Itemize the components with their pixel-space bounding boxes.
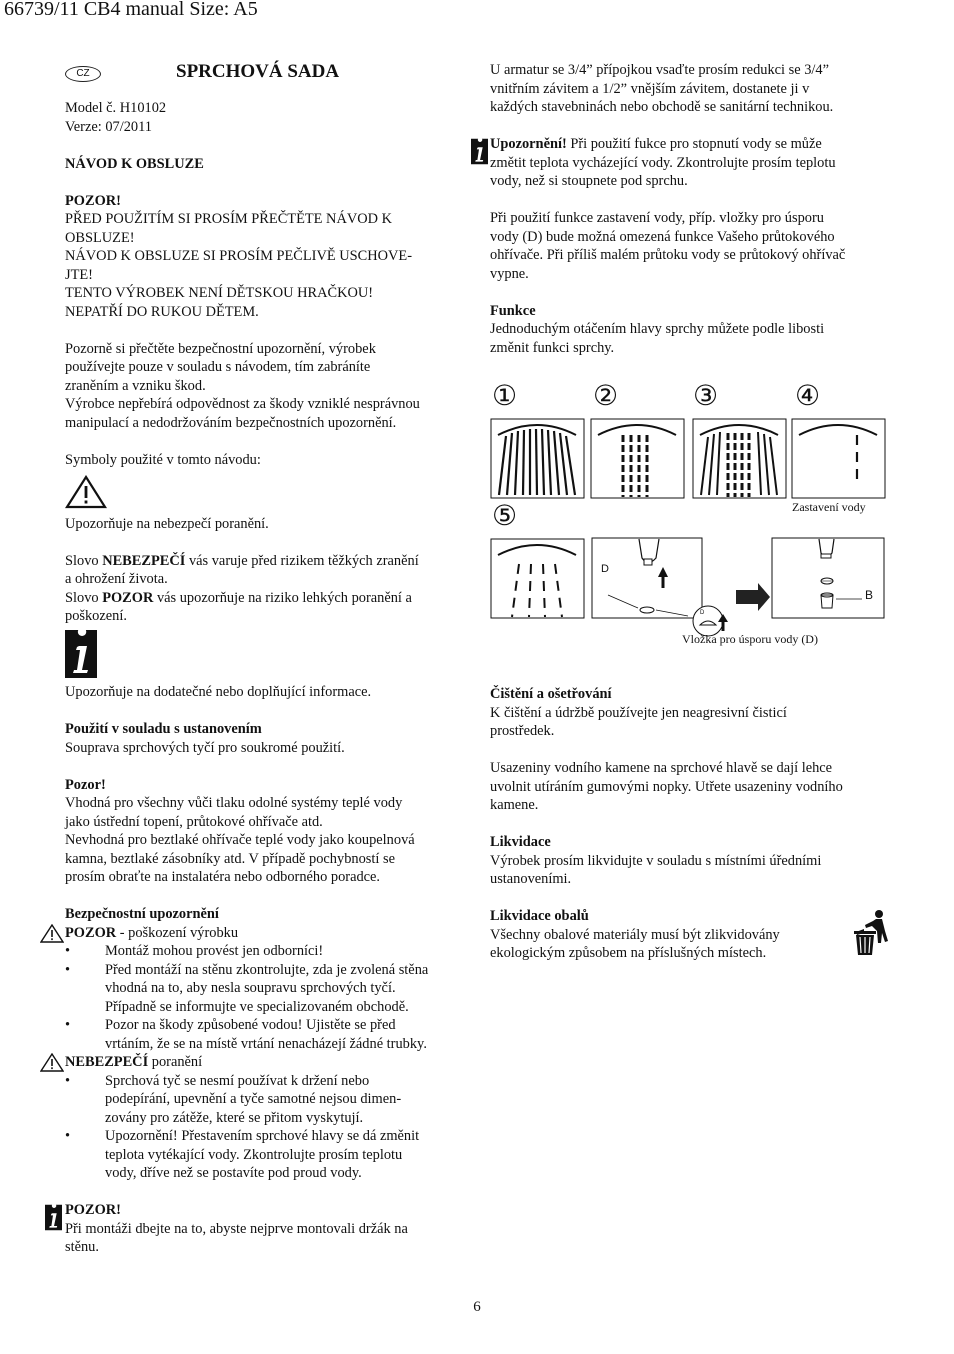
stop-line: vypne.	[490, 265, 529, 282]
safety-danger-line	[65, 1053, 465, 1072]
stop-line: Při použití funkce zastavení vody, příp. vložky pro úsporu	[490, 210, 824, 226]
text: vás upozorňuje na riziko lehkých poranění a	[153, 589, 412, 606]
intro-line: manipulací a nedodržováním bezpečnostních upozornění.	[65, 414, 397, 431]
mount-note-line: Při montáži dbejte na to, abyste nejprve montovali držák na	[65, 1220, 408, 1237]
mount-note	[65, 1201, 465, 1257]
insert-label-b: B	[865, 588, 874, 602]
functions-heading: Funkce	[490, 302, 536, 319]
model-number: Model č. H10102	[65, 100, 167, 116]
recycle-bin-icon	[852, 909, 892, 957]
bullet-line: vhodná na to, aby nesla soupravu sprchových tyčí.	[105, 980, 396, 996]
text: Slovo	[65, 552, 103, 569]
attention-line: JTE!	[65, 266, 93, 283]
warning-triangle-icon	[40, 924, 64, 943]
figure-number-4: ④	[795, 380, 821, 411]
caution-heading: Pozor!	[65, 776, 106, 793]
intended-use-text: Souprava sprchových tyčí pro soukromé použití.	[65, 739, 345, 756]
info-icon	[471, 137, 488, 166]
danger-word-line	[65, 552, 465, 571]
document-header: 66739/11 CB4 manual Size: A5	[4, 0, 258, 20]
caution-line: kamna, beztlaké zásobníky atd. V případě pochybností se	[65, 850, 395, 867]
intro-line: Pozorně si přečtěte bezpečnostní upozornění, výrobek	[65, 340, 376, 357]
bullet-line: vrtáním, že se na místě vrtání nenacházejí žádné trubky.	[105, 1035, 427, 1052]
spray-mode-4-figure	[792, 419, 885, 498]
bullet-line: teplota vytékající vody. Zkontrolujte prosím teplotu	[105, 1146, 403, 1163]
warning-symbol-text: Upozorňuje na nebezpečí poranění.	[65, 515, 269, 532]
notice-line: vody, než si stoupnete pod sprchu.	[490, 173, 688, 189]
limescale-line: kamene.	[490, 797, 539, 813]
cleaning-heading: Čištění a ošetřování	[490, 686, 612, 702]
cleaning-line: prostředek.	[490, 723, 555, 739]
attention-heading: POZOR!	[65, 192, 121, 209]
bullet-line: Případně se informujte ve specializovaném obchodě.	[105, 998, 409, 1015]
attention-line: NÁVOD K OBSLUZE SI PROSÍM PEČLIVĚ USCHOVE-	[65, 248, 412, 264]
safety-bullet	[65, 942, 465, 961]
notice-line: změtit teplota vycházející vody. Zkontrolujte prosím teplotu	[490, 154, 836, 171]
bullet-line: vody, dříve než se postavíte pod proud vody.	[105, 1165, 362, 1181]
attention-line: NEPATŘÍ DO RUKOU DĚTEM.	[65, 303, 259, 320]
disposal-line: Výrobek prosím likvidujte v souladu s místními úředními	[490, 852, 822, 869]
intro-line: používejte pouze v souladu s návodem, tím zabráníte	[65, 359, 371, 375]
text: vás varuje před rizikem těžkých zranění	[185, 552, 419, 569]
intro-line: Výrobce nepřebírá odpovědnost za škody vzniklé nesprávnou	[65, 396, 420, 412]
spray-mode-5-figure	[491, 539, 584, 618]
figure-number-3: ③	[693, 380, 719, 411]
language-badge: CZ	[65, 66, 101, 82]
text: - poškození výrobku	[116, 924, 239, 941]
cleaning-line: K čištění a údržbě používejte jen neagresivní čisticí	[490, 704, 787, 721]
pozor-word: POZOR	[65, 924, 117, 941]
functions-line: Jednoduchým otáčením hlavy sprchy můžete podle libosti	[490, 321, 825, 337]
danger-word-line: a ohrožení života.	[65, 571, 168, 587]
bullet-line: podepírání, upevnění a tyče samotné nejsou dimen-	[105, 1091, 402, 1107]
packaging-heading: Likvidace obalů	[490, 908, 589, 924]
limescale-line: uvolnit utíráním gumovými nopky. Utřete usazeniny vodního	[490, 778, 843, 795]
caution-line: Vhodná pro všechny vůči tlaku odolné systémy teplé vody	[65, 795, 403, 811]
attention-line: TENTO VÝROBEK NENÍ DĚTSKOU HRAČKOU!	[65, 285, 374, 301]
safety-bullet	[65, 1127, 465, 1183]
intro-line: zraněním a vzniku škod.	[65, 377, 206, 394]
bullet-line: • Montáž mohou provést jen odborníci!	[105, 943, 324, 959]
caution-word-line	[65, 589, 465, 608]
safety-bullet	[65, 961, 465, 1017]
title-row	[65, 62, 465, 92]
symbols-intro: Symboly použité v tomto návodu:	[65, 451, 261, 468]
notice-block	[490, 135, 890, 191]
packaging-line: Všechny obalové materiály musí být zlikvidovány	[490, 926, 780, 943]
disposal-line: ustanoveními.	[490, 871, 572, 887]
page-title: SPRCHOVÁ SADA	[176, 61, 340, 82]
safety-heading: Bezpečnostní upozornění	[65, 906, 219, 922]
caution-line: Nevhodná pro beztlaké ohřívače teplé vody jako koupelnová	[65, 832, 415, 848]
safety-bullet	[65, 1072, 465, 1128]
bullet-line: • Upozornění! Přestavením sprchové hlavy se dá změnit	[105, 1128, 420, 1144]
info-icon	[45, 1203, 62, 1232]
safety-bullet	[65, 1016, 465, 1053]
info-symbol-text: Upozorňuje na dodatečné nebo doplňující informace.	[65, 684, 372, 700]
danger-word: NEBEZPEČÍ	[102, 552, 186, 569]
text: Při použití fukce pro stopnutí vody se může	[566, 136, 822, 152]
mount-note-line: stěnu.	[65, 1239, 99, 1255]
insert-label-d: D	[601, 563, 609, 575]
water-saving-insert-figure	[592, 538, 884, 636]
attention-line: PŘED POUŽITÍM SI PROSÍM PŘEČTĚTE NÁVOD K	[65, 211, 393, 227]
caution-line: prosím obraťte na instalatéra nebo odborného poradce.	[65, 869, 381, 885]
figure-number-1: ①	[492, 380, 518, 411]
adapter-line: U armatur se 3/4” přípojkou vsaďte prosím redukci se 3/4”	[490, 62, 830, 78]
spray-modes-diagram	[490, 359, 890, 653]
page-number: 6	[473, 1299, 481, 1315]
warning-triangle-icon	[40, 1053, 64, 1072]
stop-line: vody (D) bude možná omezená funkce Vašeho průtokového	[490, 228, 835, 245]
attention-line: OBSLUZE!	[65, 229, 135, 246]
version: Verze: 07/2011	[65, 118, 152, 135]
spray-mode-1-figure	[491, 419, 584, 498]
text: poranění	[148, 1054, 203, 1070]
figure-number-2: ②	[593, 380, 619, 411]
insert-label-d-small: D	[700, 610, 705, 616]
functions-line: změnit funkci sprchy.	[490, 339, 615, 356]
packaging-block	[490, 907, 890, 963]
caution-line: jako ústřední topení, průtokové ohřívače atd.	[65, 813, 323, 830]
disposal-heading: Likvidace	[490, 834, 551, 850]
stop-line: ohřívače. Při příliš malém průtoku vody se průtokový ohřívač	[490, 247, 846, 263]
adapter-line: každých stavebninách nebo obchodě se sanitární technikou.	[490, 99, 834, 115]
notice-word: Upozornění!	[490, 136, 567, 152]
figure-number-5: ⑤	[492, 500, 518, 531]
left-column	[65, 62, 465, 1257]
bullet-line: • Pozor na škody způsobené vodou! Ujistěte se před	[105, 1017, 396, 1033]
mount-note-heading: POZOR!	[65, 1202, 121, 1218]
bullet-line: • Před montáží na stěnu zkontrolujte, zda je zvolená stěna	[105, 961, 429, 978]
stop-water-caption: Zastavení vody	[792, 500, 866, 514]
limescale-line: Usazeniny vodního kamene na sprchové hlavě se dají lehce	[490, 760, 833, 776]
caution-word: POZOR	[102, 589, 154, 606]
info-icon	[65, 630, 97, 678]
text: Slovo	[65, 589, 103, 606]
spray-mode-3-figure	[693, 419, 786, 498]
packaging-line: ekologickým způsobem na příslušných místech.	[490, 945, 767, 961]
manual-heading: NÁVOD K OBSLUZE	[65, 155, 204, 172]
safety-pozor-line	[65, 924, 465, 943]
adapter-line: vnitřním závitem a 1/2” vnějším závitem, dostanete ji v	[490, 80, 810, 97]
intended-use-heading: Použití v souladu s ustanovením	[65, 721, 262, 737]
bullet-line: • Sprchová tyč se nesmí používat k držení nebo	[105, 1072, 370, 1089]
danger-word: NEBEZPEČÍ	[65, 1054, 149, 1070]
bullet-line: zovány pro zátěže, které se přitom vyskytují.	[105, 1109, 364, 1126]
right-column	[490, 61, 890, 963]
caution-word-line: poškození.	[65, 608, 127, 624]
water-saving-insert-caption: Vložka pro úsporu vody (D)	[682, 632, 818, 646]
spray-mode-2-figure	[591, 419, 684, 498]
warning-triangle-icon	[65, 475, 107, 509]
